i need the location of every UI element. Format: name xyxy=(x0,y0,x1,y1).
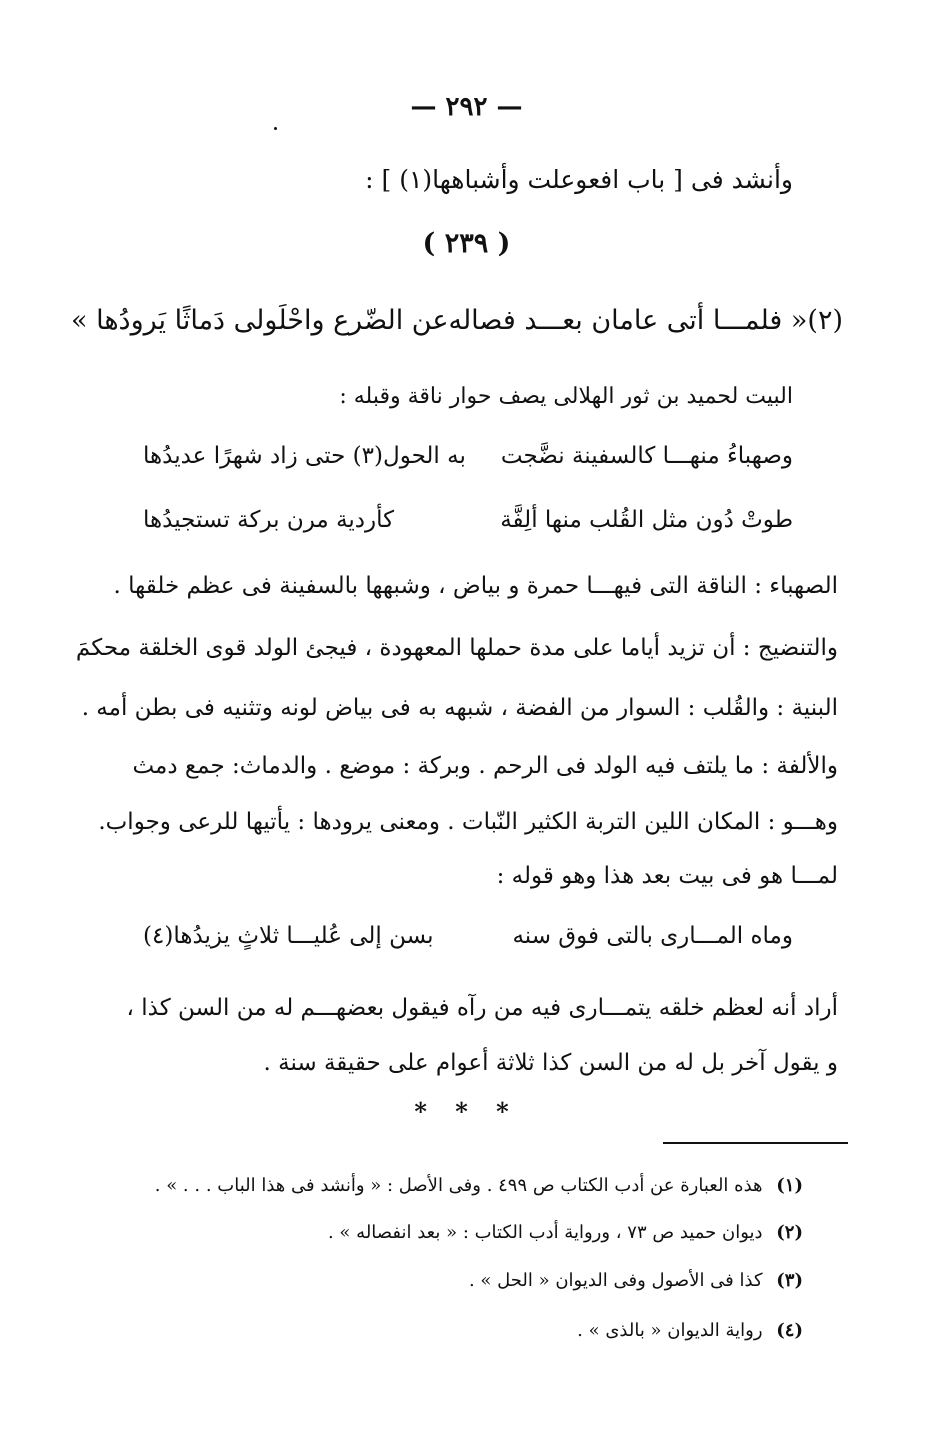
footnote-4-text: رواية الديوان « بالذى » . xyxy=(577,1320,763,1341)
commentary-line: وهـــو : المكان اللين التربة الكثير النّبات . ومعنى يرودها : يأتيها للرعى وجواب. xyxy=(98,809,838,835)
footnote-2-text: ديوان حميد ص ٧٣ ، ورواية أدب الكتاب : « بعد انفصاله » . xyxy=(327,1222,763,1243)
main-verse xyxy=(70,305,843,336)
quoted-verse-2-first-hemistich: طوتْ دُون مثل القُلب منها ألِفَّة xyxy=(500,507,793,533)
closing-line: و يقول آخر بل له من السن كذا ثلاثة أعوام على حقيقة سنة . xyxy=(263,1050,838,1076)
commentary-line: لمـــا هو فى بيت بعد هذا وهو قوله : xyxy=(496,863,838,889)
footnote-3 xyxy=(469,1270,803,1291)
quoted-verse-3-first-hemistich: وماه المـــارى بالتى فوق سنه xyxy=(512,923,793,949)
footnote-4-number: (٤) xyxy=(776,1320,803,1341)
footnote-4 xyxy=(577,1320,803,1341)
footnote-rule xyxy=(663,1142,848,1144)
entry-number: ( ٢٣٩ ) xyxy=(422,228,511,259)
section-heading: وأنشد فى [ باب افعوعلت وأشباهها(١) ] : xyxy=(365,165,793,194)
closing-line: أراد أنه لعظم خلقه يتمـــارى فيه من رآه فيقول بعضهـــم له من السن كذا ، xyxy=(126,995,838,1021)
commentary-line: الصهباء : الناقة التى فيهـــا حمرة و بياض ، وشبهها بالسفينة فى عظم خلقها . xyxy=(113,573,838,599)
main-verse-first-hemistich: (٢)« فلمـــا أتى عامان بعـــد فصاله xyxy=(448,305,843,336)
section-separator-stars: * * * xyxy=(414,1097,519,1126)
page-number: — ٢٩٢ — xyxy=(410,92,523,122)
footnote-2 xyxy=(328,1222,803,1243)
commentary-line: البنية : والقُلب : السوار من الفضة ، شبهه به فى بياض لونه وتثنيه فى بطن أمه . xyxy=(81,695,838,721)
quoted-verse-1-first-hemistich: وصهباءُ منهـــا كالسفينة نضَّجت xyxy=(500,443,793,469)
quoted-verse-3-second-hemistich: بسن إلى عُليـــا ثلاثٍ يزيدُها(٤) xyxy=(143,923,434,949)
print-speck xyxy=(274,127,277,130)
footnote-1-number: (١) xyxy=(776,1175,803,1196)
footnote-2-number: (٢) xyxy=(776,1222,803,1243)
quoted-verse-2 xyxy=(143,507,793,533)
quoted-verse-2-second-hemistich: كأردية مرن بركة تستجيدُها xyxy=(143,507,395,533)
quoted-verse-1 xyxy=(143,443,793,469)
footnote-3-number: (٣) xyxy=(776,1270,803,1291)
footnote-1 xyxy=(155,1175,803,1196)
footnote-1-text: هذه العبارة عن أدب الكتاب ص ٤٩٩ . وفى الأصل : « وأنشد فى هذا الباب . . . » . xyxy=(154,1175,763,1196)
main-verse-second-hemistich: عن الضّرع واحْلَولى دَماثًا يَرودُها » xyxy=(70,305,449,336)
quoted-verse-3 xyxy=(143,923,793,949)
footnote-3-text: كذا فى الأصول وفى الديوان « الحل » . xyxy=(468,1270,763,1291)
commentary-line: والألفة : ما يلتف فيه الولد فى الرحم . وبركة : موضع . والدماث: جمع دمث xyxy=(132,753,838,779)
commentary-line: والتنضيج : أن تزيد أياما على مدة حملها المعهودة ، فيجئ الولد قوى الخلقة محكمَ xyxy=(75,635,838,661)
quoted-verse-1-second-hemistich: به الحول(٣) حتى زاد شهرًا عديدُها xyxy=(143,443,466,469)
intro-line: البيت لحميد بن ثور الهلالى يصف حوار ناقة وقبله : xyxy=(339,384,793,409)
